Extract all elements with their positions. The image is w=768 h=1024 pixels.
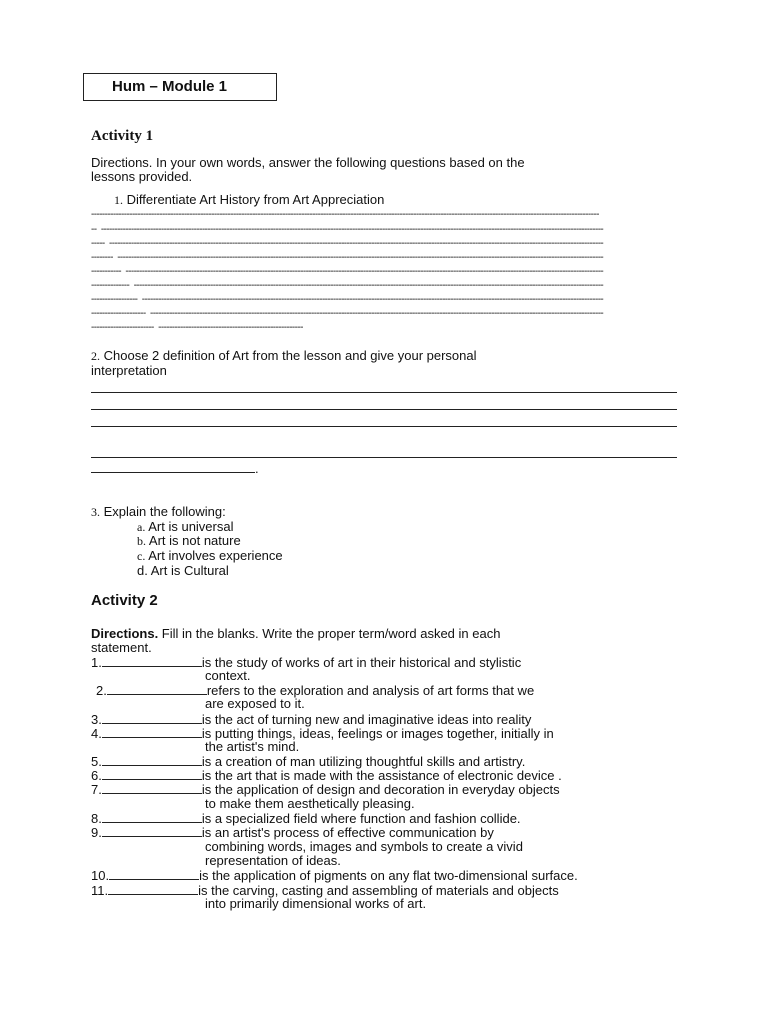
fill-item <box>91 655 521 670</box>
question-2-number: 2. <box>91 349 100 363</box>
answer-blank[interactable] <box>109 868 199 880</box>
fill-item-text: is the act of turning new and imaginative ideas into reality <box>201 712 532 727</box>
directions-text: Fill in the blanks. Write the proper term/word asked in each <box>158 626 501 641</box>
question-3 <box>91 505 226 519</box>
question-1-text: Differentiate Art History from Art Appreciation <box>126 192 385 207</box>
fill-item <box>91 782 560 797</box>
answer-blank[interactable] <box>102 726 202 738</box>
question-1 <box>114 193 384 207</box>
answer-dash-line: ----- ------------------------------------------------------------------------------------------------------------------------------------------------------------------------------------- <box>91 238 604 249</box>
fill-item-text-cont: into primarily dimensional works of art. <box>205 896 427 911</box>
fill-item <box>91 811 521 826</box>
fill-item-text: is a creation of man utilizing thoughtful skills and artistry. <box>201 754 526 769</box>
answer-blank[interactable] <box>108 883 198 895</box>
fill-item-text: is the carving, casting and assembling of materials and objects <box>198 883 559 898</box>
fill-item <box>91 768 562 783</box>
fill-item-text-cont: representation of ideas. <box>205 853 341 868</box>
activity-1-directions-line2: lessons provided. <box>91 169 193 184</box>
activity-2-directions <box>91 627 500 641</box>
item-letter: b. <box>137 534 146 548</box>
fill-item-text: is a specialized field where function and fashion collide. <box>201 811 521 826</box>
item-letter: d. <box>137 563 148 578</box>
activity-2-directions-line2: statement. <box>91 640 152 655</box>
fill-item-text: is the application of design and decoration in everyday objects <box>201 782 560 797</box>
activity-1-directions-line1: Directions. In your own words, answer the following questions based on the <box>91 155 525 170</box>
module-title: Hum – Module 1 <box>83 73 277 101</box>
item-text: Art is Cultural <box>150 563 229 578</box>
fill-item-number: 1. <box>91 655 102 670</box>
short-answer-blank <box>91 461 255 473</box>
answer-blank[interactable] <box>102 811 202 823</box>
answer-dash-line: ----------------- ------------------------------------------------------------------------------------------------------------------------------------------------------------------------- <box>91 294 604 305</box>
answer-rule <box>91 392 677 393</box>
answer-rule <box>91 409 677 410</box>
fill-item-number: 2. <box>96 683 107 698</box>
fill-item-number: 4. <box>91 726 102 741</box>
fill-item-text: is an artist's process of effective communication by <box>201 825 494 840</box>
fill-item-text-cont: are exposed to it. <box>205 696 305 711</box>
question-3-number: 3. <box>91 505 100 519</box>
answer-blank[interactable] <box>102 655 202 667</box>
fill-item-text: is the study of works of art in their historical and stylistic <box>201 655 522 670</box>
answer-rule <box>91 426 677 427</box>
fill-item-number: 3. <box>91 712 102 727</box>
fill-item-number: 7. <box>91 782 102 797</box>
fill-item-number: 10. <box>91 868 110 883</box>
answer-blank[interactable] <box>102 712 202 724</box>
fill-item <box>91 726 554 741</box>
fill-item <box>91 754 525 769</box>
item-letter: a. <box>137 520 146 534</box>
answer-rule <box>91 457 677 458</box>
answer-dash-line: ----------- ------------------------------------------------------------------------------------------------------------------------------------------------------------------------------- <box>91 266 604 277</box>
fill-item-number: 5. <box>91 754 102 769</box>
answer-blank[interactable] <box>107 683 207 695</box>
fill-item-number: 9. <box>91 825 102 840</box>
fill-item-number: 6. <box>91 768 102 783</box>
activity-1-heading: Activity 1 <box>91 128 154 144</box>
activity-2-heading: Activity 2 <box>91 592 158 609</box>
fill-item-text: is putting things, ideas, feelings or images together, initially in <box>201 726 554 741</box>
answer-blank[interactable] <box>102 782 202 794</box>
item-letter: c. <box>137 549 146 563</box>
fill-item <box>91 868 578 883</box>
list-item <box>137 534 241 548</box>
question-2-line1 <box>91 349 477 363</box>
question-3-text: Explain the following: <box>103 504 226 519</box>
answer-dash-line: -------------------- ---------------------------------------------------------------------------------------------------------------------------------------------------------------------- <box>91 308 604 319</box>
item-text: Art is not nature <box>148 533 241 548</box>
answer-dash-line: -------------- ---------------------------------------------------------------------------------------------------------------------------------------------------------------------------- <box>91 280 604 291</box>
fill-item-text: refers to the exploration and analysis of art forms that we <box>206 683 535 698</box>
item-text: Art is universal <box>148 519 234 534</box>
list-item <box>137 549 283 563</box>
answer-dash-line: -------- ---------------------------------------------------------------------------------------------------------------------------------------------------------------------------------- <box>91 252 604 263</box>
fill-item-text: is the application of pigments on any flat two-dimensional surface. <box>199 868 578 883</box>
fill-item-text: is the art that is made with the assistance of electronic device . <box>201 768 562 783</box>
fill-item-text-cont: to make them aesthetically pleasing. <box>205 796 415 811</box>
fill-item-number: 8. <box>91 811 102 826</box>
answer-dash-line: ------------------------------------------------------------------------------------------------------------------------------------------------------------------------------------------ <box>91 209 599 220</box>
fill-item-text-cont: the artist's mind. <box>205 739 300 754</box>
answer-blank[interactable] <box>102 754 202 766</box>
list-item <box>137 564 229 578</box>
answer-dash-line: -- ---------------------------------------------------------------------------------------------------------------------------------------------------------------------------------------- <box>91 224 604 235</box>
list-item <box>137 520 233 534</box>
fill-item-text-cont: combining words, images and symbols to create a vivid <box>205 839 523 854</box>
fill-item <box>91 712 531 727</box>
fill-item <box>96 683 534 698</box>
question-2-line2: interpretation <box>91 363 167 378</box>
end-period: . <box>255 461 259 476</box>
fill-item <box>91 825 494 840</box>
item-text: Art involves experience <box>148 548 283 563</box>
question-1-number: 1. <box>114 193 123 207</box>
fill-item-text-cont: context. <box>205 668 251 683</box>
directions-label: Directions. <box>91 626 159 641</box>
fill-item-number: 11. <box>91 883 109 898</box>
answer-rule-short <box>91 461 259 476</box>
question-2-text: Choose 2 definition of Art from the lesson and give your personal <box>103 348 477 363</box>
answer-dash-line: ----------------------- ----------------------------------------------------- <box>91 322 303 333</box>
answer-blank[interactable] <box>102 825 202 837</box>
answer-blank[interactable] <box>102 768 202 780</box>
